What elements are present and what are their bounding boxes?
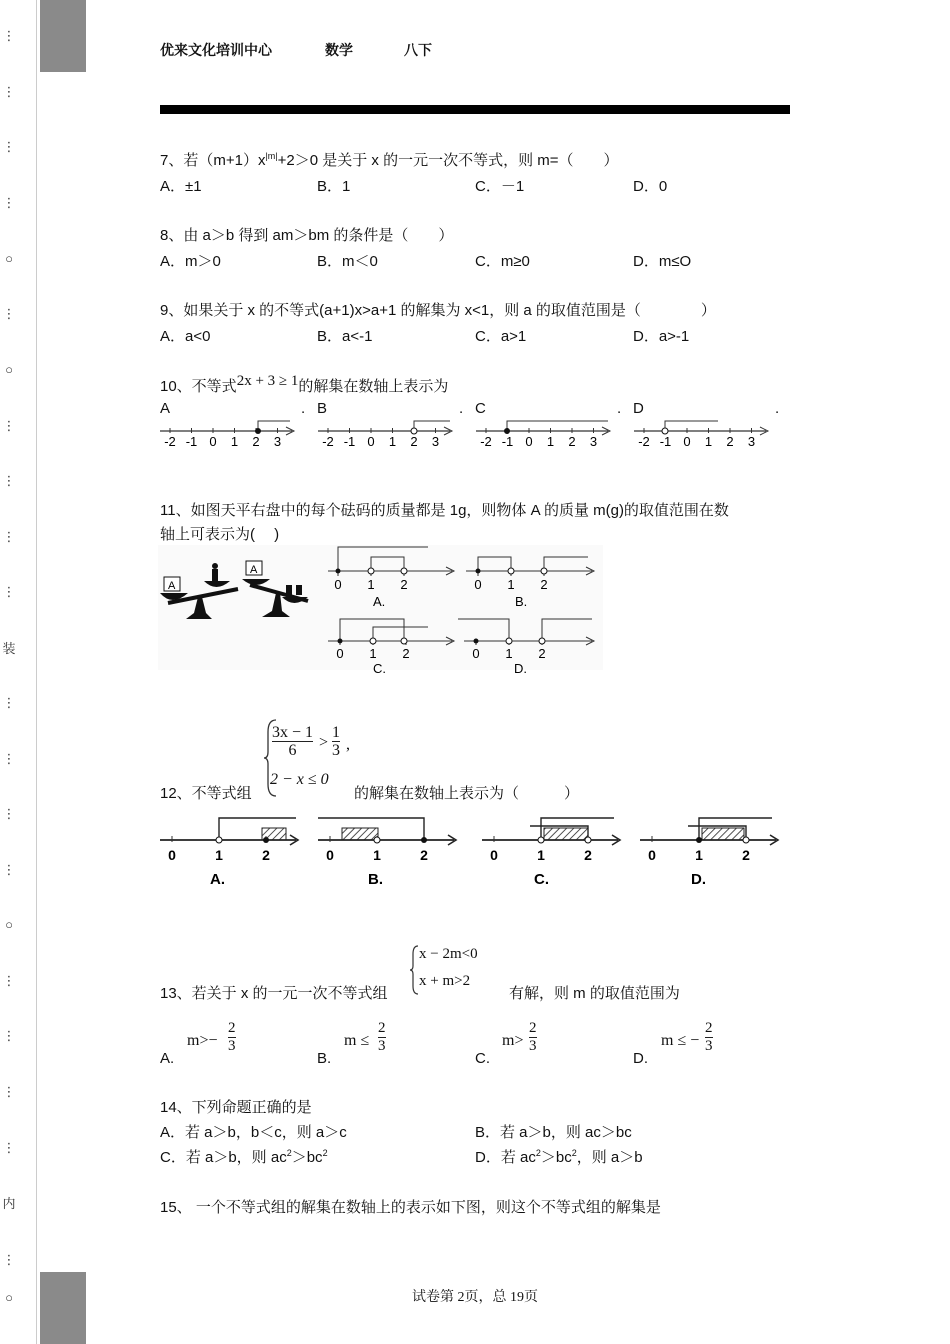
- binding-char-zhuang: 装: [2, 641, 16, 656]
- tick-label: 0: [472, 646, 480, 661]
- q9-option-b: B．a<-1: [317, 328, 373, 345]
- q13-eq1: x − 2m<0: [419, 946, 478, 962]
- tick-label: -1: [501, 434, 514, 449]
- binding-dots: ⋮: [2, 139, 16, 154]
- q13-option-a-letter: A.: [160, 1050, 175, 1067]
- binding-dots: ⋮: [2, 529, 16, 544]
- tick-label: -1: [659, 434, 672, 449]
- q10-number-line-c: [474, 415, 614, 455]
- tick-label: -1: [185, 434, 198, 449]
- object-a-label: A: [168, 580, 176, 592]
- q12-eq1-fraction: [272, 724, 313, 759]
- binding-dots: ⋮: [2, 418, 16, 433]
- tick-label: 2: [742, 847, 750, 863]
- q8-option-b: B．m＜0: [317, 253, 378, 270]
- frac-den: 3: [529, 1038, 537, 1054]
- frac-den: 3: [228, 1038, 236, 1054]
- q13-option-d-lhs: m ≤ −: [661, 1032, 700, 1049]
- q13-option-d-frac: [705, 1020, 713, 1055]
- page-footer: 试卷第 2页，总 19页: [412, 1290, 538, 1305]
- q11-label-c: C.: [373, 661, 386, 676]
- q10-number-line-b: [316, 415, 456, 455]
- q12-eq1-rhs: [332, 724, 340, 759]
- q12-option-a: [160, 818, 298, 888]
- q14-option-d: D．若 $ac^2>bc^2$，则 a＞b: [475, 1148, 643, 1166]
- frac-den: 3: [705, 1038, 713, 1054]
- q12-label-b: B.: [368, 871, 383, 888]
- binding-dots: ⋮: [2, 1028, 16, 1043]
- tick-label: 1: [369, 646, 377, 661]
- q12-eq1-comma: ,: [346, 736, 350, 753]
- q12-option-b: [318, 818, 456, 888]
- tick-label: 2: [540, 577, 548, 592]
- q10-stem: 10、不等式2x + 3 ≥ 1的解集在数轴上表示为: [160, 373, 449, 395]
- tick-label: 0: [683, 434, 691, 449]
- q7-option-b: B．1: [317, 178, 351, 195]
- q10-dot: .: [775, 400, 780, 417]
- q11-line1: 11、如图天平右盘中的每个砝码的质量都是 1g，则物体 A 的质量 m(g)的取值范围在数: [160, 502, 729, 519]
- q10-label-a: A: [160, 400, 171, 417]
- q12-stem-post: 的解集在数轴上表示为（ ）: [354, 785, 580, 802]
- tick-label: 0: [168, 847, 176, 863]
- q11-label-a: A.: [373, 594, 386, 609]
- binding-dots: ⋮: [2, 28, 16, 43]
- tick-label: 1: [537, 847, 545, 863]
- tick-label: 0: [336, 646, 344, 661]
- q7-sup: |m|: [265, 151, 278, 161]
- binding-dots: ⋮: [2, 584, 16, 599]
- q12-eq2: 2 − x ≤ 0: [270, 771, 329, 788]
- tick-label: 0: [490, 847, 498, 863]
- tick-label: 0: [334, 577, 342, 592]
- binding-circle: ○: [5, 251, 13, 266]
- tick-label: 1: [695, 847, 703, 863]
- q9-option-a: A．a<0: [160, 328, 211, 345]
- q13-option-a-frac: [228, 1020, 236, 1055]
- q12-label-d: D.: [691, 871, 706, 888]
- q14-option-a: A．若 a＞b，b＜c，则 a＞c: [160, 1124, 347, 1141]
- q9-option-d: D．a>-1: [633, 328, 690, 345]
- q7-stem: 7、若$(m+1)x^{|m|}+2>0$ 是关于 x 的一元一次不等式，则 m=（ ）: [160, 151, 619, 169]
- tick-label: 0: [367, 434, 375, 449]
- tick-label: 1: [388, 434, 397, 449]
- q12-option-c: [482, 818, 620, 888]
- binding-dots: ⋮: [2, 306, 16, 321]
- tick-label: 1: [215, 847, 223, 863]
- tick-label: 2: [400, 577, 408, 592]
- frac-num: 2: [228, 1020, 236, 1036]
- q15-stem: 15、 一个不等式组的解集在数轴上的表示如下图，则这个不等式组的解集是: [160, 1199, 661, 1216]
- header-rule: [160, 105, 790, 114]
- tick-label: 0: [326, 847, 334, 863]
- q14-stem: 14、下列命题正确的是: [160, 1099, 312, 1116]
- binding-dots: ⋮: [2, 473, 16, 488]
- header-center: 优来文化培训中心: [160, 42, 272, 58]
- tick-label: 0: [474, 577, 482, 592]
- tick-label: 2: [252, 434, 260, 449]
- q13-stem-post: 有解，则 m 的取值范围为: [509, 985, 680, 1002]
- tick-label: -2: [480, 434, 492, 449]
- q12-eq1-numerator: 3x − 1: [272, 724, 314, 741]
- q11-label-d: D.: [514, 661, 527, 676]
- binding-dots: ⋮: [2, 1140, 16, 1155]
- q12-eq1-rhs-num: 1: [332, 724, 340, 741]
- binding-dots: ⋮: [2, 1084, 16, 1099]
- q12-label-a: A.: [210, 871, 225, 888]
- q13-eq2: x + m>2: [419, 973, 471, 989]
- tick-label: 2: [726, 434, 734, 449]
- tick-label: 1: [505, 646, 513, 661]
- binding-dots: ⋮: [2, 862, 16, 877]
- tick-label: 1: [373, 847, 381, 863]
- q7-option-d: D．0: [633, 178, 668, 195]
- q12-number-lines: [158, 812, 783, 892]
- object-a-label: A: [250, 564, 258, 576]
- tick-label: 2: [420, 847, 428, 863]
- q9-stem: 9、如果关于 x 的不等式(a+1)x>a+1 的解集为 x<1，则 a 的取值范围是（ ）: [160, 302, 716, 319]
- gray-tab-bottom: [40, 1272, 86, 1344]
- q13-option-b-lhs: m ≤: [344, 1032, 370, 1049]
- q8-option-a: A．m＞0: [160, 253, 221, 270]
- q10-dot: .: [301, 400, 306, 417]
- tick-label: 3: [273, 434, 282, 449]
- tick-label: 2: [568, 434, 576, 449]
- binding-dots: ⋮: [2, 1252, 16, 1267]
- q10-label-d: D: [633, 400, 644, 417]
- binding-dots: ⋮: [2, 806, 16, 821]
- q8-option-d: D．m≤O: [633, 253, 692, 270]
- q10-formula: 2x + 3 ≥ 1: [236, 373, 299, 389]
- binding-dots: ⋮: [2, 973, 16, 988]
- q12-option-d: [640, 818, 778, 888]
- binding-dots: ⋮: [2, 695, 16, 710]
- q13-option-c-lhs: m>: [502, 1032, 524, 1049]
- q14-option-b: B．若 a＞b，则 ac＞bc: [475, 1124, 632, 1141]
- q12-eq1-rhs-den: 3: [332, 742, 340, 759]
- tick-label: 1: [546, 434, 555, 449]
- binding-circle: ○: [5, 1290, 13, 1305]
- q13-stem-pre: 13、若关于 x 的一元一次不等式组: [160, 985, 388, 1002]
- tick-label: 2: [538, 646, 546, 661]
- frac-num: 2: [378, 1020, 386, 1036]
- q13-option-b-letter: B.: [317, 1050, 332, 1067]
- q11-figure: [158, 545, 603, 676]
- q7-option-c: C．－1: [475, 178, 525, 195]
- tick-label: 3: [431, 434, 440, 449]
- binding-dots: ⋮: [2, 751, 16, 766]
- tick-label: 3: [747, 434, 756, 449]
- tick-label: 2: [584, 847, 592, 863]
- q10-number-line-a: [158, 415, 298, 455]
- tick-label: 2: [402, 646, 410, 661]
- tick-label: 0: [525, 434, 533, 449]
- gray-tab-top: [40, 0, 86, 72]
- tick-label: -2: [322, 434, 334, 449]
- binding-char-nei: 内: [2, 1196, 16, 1211]
- binding-circle: ○: [5, 362, 13, 377]
- q12-eq1-rel: >: [319, 734, 329, 751]
- q13-option-b-frac: [378, 1020, 386, 1055]
- tick-label: 2: [410, 434, 418, 449]
- q11-line2: 轴上可表示为( ): [160, 526, 280, 543]
- tick-label: 0: [648, 847, 656, 863]
- q13-option-c-letter: C.: [475, 1050, 490, 1067]
- tick-label: 0: [209, 434, 217, 449]
- tick-label: -2: [638, 434, 650, 449]
- tick-label: 1: [367, 577, 375, 592]
- tick-label: 1: [704, 434, 713, 449]
- header-grade: 八下: [404, 42, 432, 58]
- q10-number-line-d: [632, 415, 772, 455]
- tick-label: 3: [589, 434, 598, 449]
- binding-dots: ⋮: [2, 84, 16, 99]
- q7-option-a: A．±1: [160, 178, 202, 195]
- tick-label: 2: [262, 847, 270, 863]
- q12-eq1-denominator: 6: [288, 742, 297, 759]
- q12-label-c: C.: [534, 871, 549, 888]
- q13-option-d-letter: D.: [633, 1050, 648, 1067]
- binding-circle: ○: [5, 917, 13, 932]
- q12-stem-pre: 12、不等式组: [160, 785, 252, 802]
- q8-option-c: C．m≥0: [475, 253, 530, 270]
- binding-dots: ⋮: [2, 195, 16, 210]
- frac-num: 2: [705, 1020, 713, 1036]
- tick-label: -1: [343, 434, 356, 449]
- q13-option-a-lhs: m>−: [187, 1032, 218, 1049]
- tick-label: -2: [164, 434, 176, 449]
- q10-dot: .: [459, 400, 464, 417]
- binding-margin: [0, 0, 37, 1344]
- frac-num: 2: [529, 1020, 537, 1036]
- q10-label-c: C: [475, 400, 486, 417]
- q10-label-b: B: [317, 400, 328, 417]
- q14-option-c: C．若 a＞b，则 $ac^2>bc^2$: [160, 1148, 328, 1166]
- q9-option-c: C．a>1: [475, 328, 527, 345]
- frac-den: 3: [378, 1038, 386, 1054]
- tick-label: 1: [230, 434, 239, 449]
- q10-dot: .: [617, 400, 622, 417]
- q11-label-b: B.: [515, 594, 528, 609]
- q8-stem: 8、由 a＞b 得到 am＞bm 的条件是（ ）: [160, 227, 454, 244]
- header-subject: 数学: [325, 42, 353, 58]
- tick-label: 1: [507, 577, 515, 592]
- q13-option-c-frac: [529, 1020, 537, 1055]
